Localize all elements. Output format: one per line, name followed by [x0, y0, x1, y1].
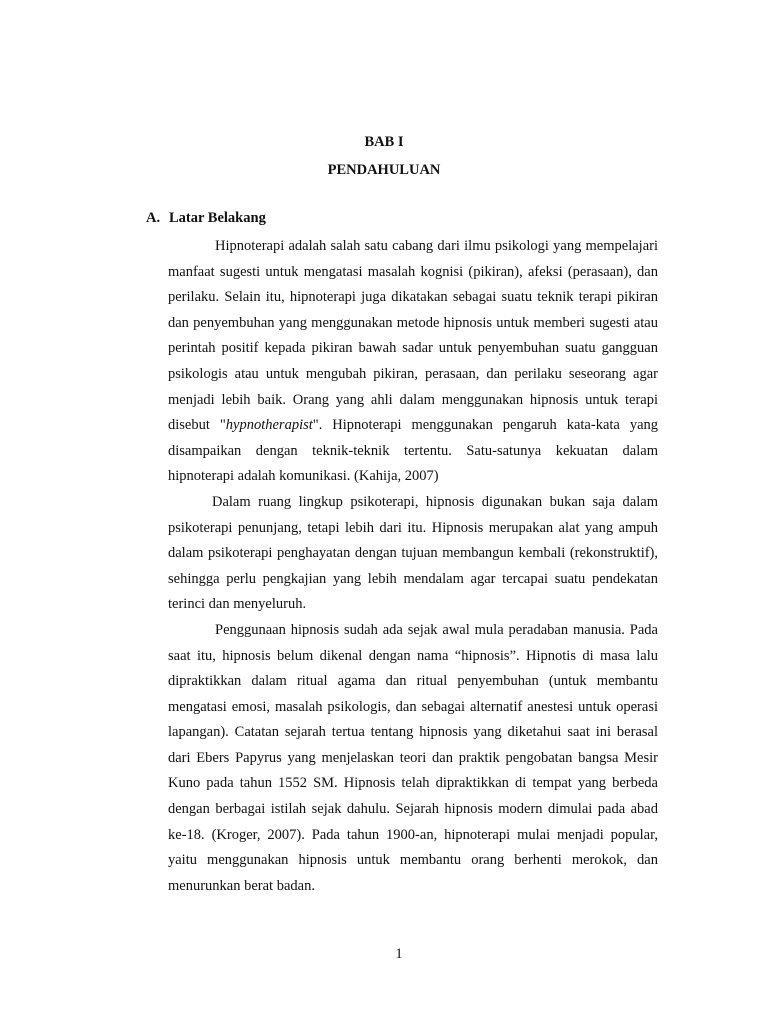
paragraph: Dalam ruang lingkup psikoterapi, hipnosis digunakan bukan saja dalam psikoterapi penunjang, tetapi lebih dari itu. Hipnosis merupakan alat yang ampuh dalam psikoterapi penghayatan dengan tujuan membangun kembali (rekonstruktif), sehingga perlu pengkajian yang lebih mendalam agar tercapai suatu pendekatan terinci dan menyeluruh.: [168, 493, 658, 613]
section-title: Latar Belakang: [169, 210, 266, 226]
italic-term: hypnotherapist: [225, 417, 313, 434]
body-text: [168, 234, 658, 899]
chapter-number: BAB I: [364, 134, 404, 150]
paragraph-text: ". Hipnoterapi menggunakan pengaruh kata-kata yang disampaikan dengan teknik-teknik tertentu. Satu-satunya kekuatan dalam hipnoterapi adalah komunikasi. (Kahija, 2007): [168, 417, 659, 485]
chapter-title: PENDAHULUAN: [327, 162, 441, 178]
paragraph: [168, 234, 658, 490]
page-number: 1: [395, 946, 403, 962]
section-heading: [146, 210, 266, 227]
section-label: A.: [146, 210, 161, 226]
paragraph: Penggunaan hipnosis sudah ada sejak awal mula peradaban manusia. Pada saat itu, hipnosis belum dikenal dengan nama “hipnosis”. Hipnotis di masa lalu dipraktikkan dalam ritual agama dan ritual penyembuhan (untuk membantu mengatasi emosi, masalah psikologis, dan sebagai alternatif anestesi untuk operasi lapangan). Catatan sejarah tertua tentang hipnosis yang diketahui saat ini berasal dari Ebers Papyrus yang menjelaskan teori dan praktik pengobatan bangsa Mesir Kuno pada tahun 1552 SM. Hipnosis telah dipraktikkan di tempat yang berbeda dengan berbagai istilah sejak dahulu. Sejarah hipnosis modern dimulai pada abad ke-18. (Kroger, 2007). Pada tahun 1900-an, hipnoterapi mulai menjadi popular, yaitu menggunakan hipnosis untuk membantu orang berhenti merokok, dan menurunkan berat badan.: [168, 621, 658, 894]
paragraph-text: Hipnoterapi adalah salah satu cabang dari ilmu psikologi yang mempelajari manfaat sugesti untuk mengatasi masalah kognisi (pikiran), afeksi (perasaan), dan perilaku. Selain itu, hipnoterapi juga dikatakan sebagai suatu teknik terapi pikiran dan penyembuhan yang menggunakan metode hipnosis untuk memberi sugesti atau perintah positif kepada pikiran bawah sadar untuk penyembuhan suatu gangguan psikologis atau untuk mengubah pikiran, perasaan, dan perilaku seseorang agar menjadi lebih baik. Orang yang ahli dalam menggunakan hipnosis untuk terapi disebut ": [168, 238, 658, 434]
